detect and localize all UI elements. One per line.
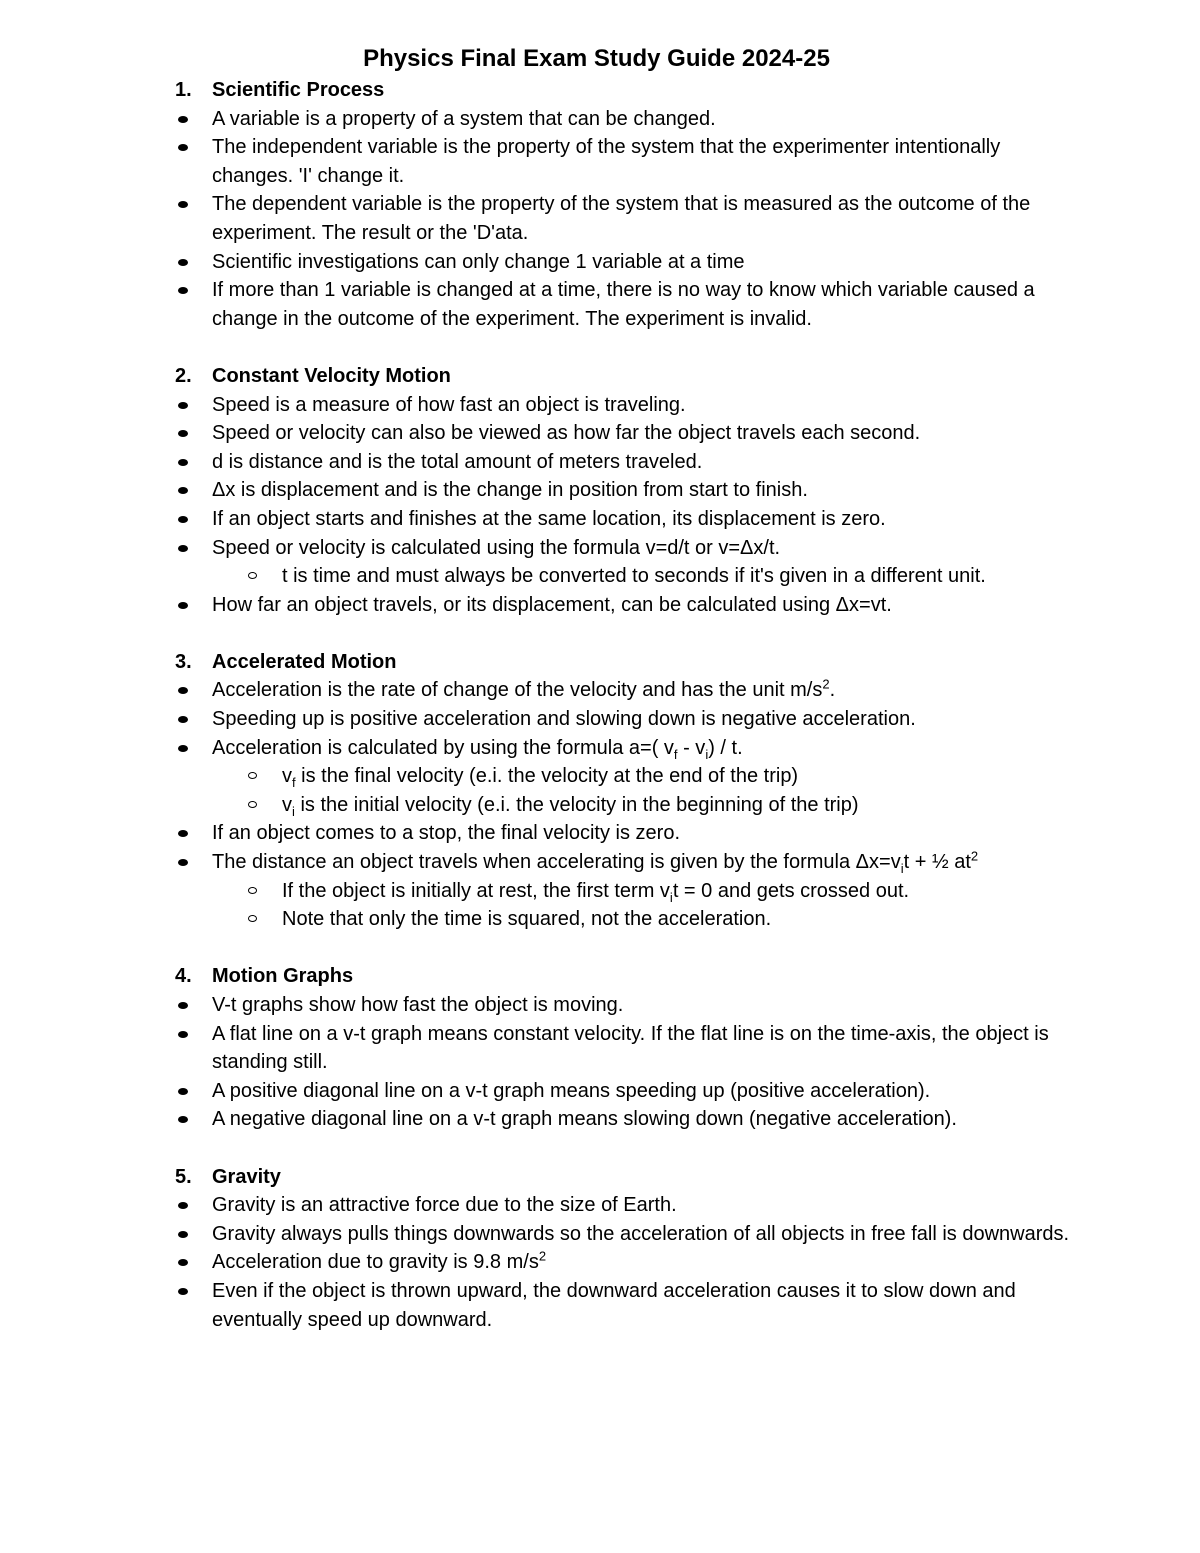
list-item-text: t is time and must always be converted to seconds if it's given in a different unit. xyxy=(282,565,986,588)
list-item-text: The distance an object travels when accelerating is given by the formula $\Delta x=v_it$ + ½ $at^2$ xyxy=(212,848,979,877)
page-title: Physics Final Exam Study Guide 2024-25 xyxy=(363,45,830,72)
bullet-icon xyxy=(178,859,188,866)
sub-list-item xyxy=(0,762,1072,791)
bullet-icon xyxy=(178,1259,188,1266)
section-heading-text: Scientific Process xyxy=(212,79,385,101)
list-item xyxy=(0,1077,1072,1106)
list-item xyxy=(0,1220,1072,1249)
list-item-text: A negative diagonal line on a v-t graph means slowing down (negative acceleration). xyxy=(212,1108,957,1131)
list-item-text: Even if the object is thrown upward, the downward acceleration causes it to slow down and eventually speed up downward. xyxy=(212,1279,1016,1331)
list-item xyxy=(0,591,1072,620)
bullet-icon xyxy=(178,745,188,752)
section-heading-text: Accelerated Motion xyxy=(212,650,397,673)
section-heading xyxy=(0,362,1200,391)
list-item xyxy=(0,734,1072,763)
bullet-icon xyxy=(178,716,188,723)
bullet-icon xyxy=(178,687,188,694)
section-heading xyxy=(0,648,1200,677)
list-item-text: d is distance and is the total amount of meters traveled. xyxy=(212,450,703,473)
list-item xyxy=(0,276,1072,333)
bullet-icon xyxy=(178,1031,188,1038)
list-item xyxy=(0,391,1072,420)
bullet-icon xyxy=(178,116,188,123)
section-heading xyxy=(0,962,1200,991)
list-item-text: If more than 1 variable is changed at a time, there is no way to know which variable caused a change in the outcome of the experiment. The experiment is invalid. xyxy=(212,279,1035,330)
section-heading xyxy=(0,76,1200,105)
list-item xyxy=(0,476,1072,505)
list-item-text: The independent variable is the property of the system that the experimenter intentionally changes. 'I' change it. xyxy=(212,136,1001,187)
list-item-text: A flat line on a v-t graph means constant velocity. If the flat line is on the time-axis, the object is standing still. xyxy=(212,1022,1049,1074)
list-item xyxy=(0,419,1072,448)
section-5 xyxy=(0,1163,1200,1335)
list-item-text: Speed or velocity can also be viewed as how far the object travels each second. xyxy=(212,422,921,445)
list-item xyxy=(0,448,1072,477)
bullet-icon xyxy=(178,459,188,466)
list-item-text: How far an object travels, or its displacement, can be calculated using Δx=vt. xyxy=(212,593,892,616)
list-item-text: Δx is displacement and is the change in position from start to finish. xyxy=(212,479,808,502)
section-heading-text: Gravity xyxy=(212,1165,281,1188)
list-item xyxy=(0,819,1072,848)
bullet-icon xyxy=(178,1231,188,1238)
hollow-bullet-icon xyxy=(248,572,257,579)
list-item xyxy=(0,1277,1072,1334)
list-item-text: Acceleration due to gravity is 9.8 $m/s^2$ xyxy=(212,1248,547,1274)
section-1 xyxy=(0,76,1200,333)
list-item xyxy=(0,705,1072,734)
list-item xyxy=(0,133,1072,190)
list-item xyxy=(0,1191,1072,1220)
hollow-bullet-icon xyxy=(248,915,257,922)
list-item-text: Speed is a measure of how fast an object is traveling. xyxy=(212,393,686,416)
sub-list-item xyxy=(0,791,1072,820)
list-item-text: A variable is a property of a system that can be changed. xyxy=(212,107,716,130)
bullet-icon xyxy=(178,201,188,208)
sub-list-item xyxy=(0,562,1072,591)
list-item-text: V-t graphs show how fast the object is moving. xyxy=(212,994,624,1016)
hollow-bullet-icon xyxy=(248,887,257,894)
list-item xyxy=(0,534,1072,563)
list-item xyxy=(0,1020,1072,1077)
bullet-icon xyxy=(178,1088,188,1095)
list-item-text: Acceleration is the rate of change of the velocity and has the unit $m/s^2$. xyxy=(212,676,836,702)
bullet-icon xyxy=(178,830,188,837)
bullet-icon xyxy=(178,487,188,494)
section-heading xyxy=(0,1163,1200,1192)
list-item-text: $v_f$ is the final velocity (e.i. the velocity at the end of the trip) xyxy=(282,765,799,791)
list-item-text: Gravity is an attractive force due to the size of Earth. xyxy=(212,1194,677,1217)
section-number: 4. xyxy=(175,965,192,988)
list-item xyxy=(0,1105,1072,1134)
list-item-text: Note that only the time is squared, not the acceleration. xyxy=(282,908,772,931)
list-item-text: If an object starts and finishes at the same location, its displacement is zero. xyxy=(212,507,886,530)
section-heading-text: Constant Velocity Motion xyxy=(212,364,451,387)
bullet-icon xyxy=(178,430,188,437)
list-item xyxy=(0,190,1072,247)
list-item-text: Speeding up is positive acceleration and slowing down is negative acceleration. xyxy=(212,708,916,731)
list-item-text: A positive diagonal line on a v-t graph means speeding up (positive acceleration). xyxy=(212,1079,931,1102)
sub-list-item xyxy=(0,905,1072,934)
section-number: 5. xyxy=(175,1165,192,1188)
list-item xyxy=(0,105,1072,134)
hollow-bullet-icon xyxy=(248,801,257,808)
bullet-icon xyxy=(178,1116,188,1123)
list-item-text: If the object is initially at rest, the first term $v_it = 0$ and gets crossed out. xyxy=(282,879,910,905)
list-item-text: Scientific investigations can only change 1 variable at a time xyxy=(212,250,745,273)
bullet-icon xyxy=(178,1002,188,1009)
bullet-icon xyxy=(178,1202,188,1209)
section-number: 1. xyxy=(175,79,192,101)
list-item xyxy=(0,991,1072,1020)
list-item xyxy=(0,676,1072,705)
bullet-icon xyxy=(178,516,188,523)
hollow-bullet-icon xyxy=(248,772,257,779)
bullet-icon xyxy=(178,144,188,151)
list-item-text: Speed or velocity is calculated using the formula v=d/t or v=Δx/t. xyxy=(212,536,781,559)
section-2 xyxy=(0,362,1200,619)
section-heading-text: Motion Graphs xyxy=(212,965,354,988)
list-item xyxy=(0,848,1072,877)
study-guide-content xyxy=(0,76,1200,1363)
list-item xyxy=(0,248,1072,277)
bullet-icon xyxy=(178,259,188,266)
bullet-icon xyxy=(178,545,188,552)
section-number: 3. xyxy=(175,650,192,673)
section-3 xyxy=(0,648,1200,934)
bullet-icon xyxy=(178,402,188,409)
list-item xyxy=(0,1248,1072,1277)
list-item-text: If an object comes to a stop, the final velocity is zero. xyxy=(212,822,681,845)
list-item-text: Acceleration is calculated by using the formula a=( $v_f - v_i$) / t. xyxy=(212,736,743,762)
sub-list-item xyxy=(0,877,1072,906)
section-4 xyxy=(0,962,1200,1134)
bullet-icon xyxy=(178,1288,188,1295)
list-item-text: $v_i$ is the initial velocity (e.i. the velocity in the beginning of the trip) xyxy=(282,793,859,819)
list-item-text: Gravity always pulls things downwards so the acceleration of all objects in free fall is downwards. xyxy=(212,1222,1070,1245)
section-number: 2. xyxy=(175,364,192,387)
bullet-icon xyxy=(178,602,188,609)
list-item xyxy=(0,505,1072,534)
bullet-icon xyxy=(178,287,188,294)
list-item-text: The dependent variable is the property of the system that is measured as the outcome of the experiment. The result or the 'D'ata. xyxy=(212,193,1031,244)
